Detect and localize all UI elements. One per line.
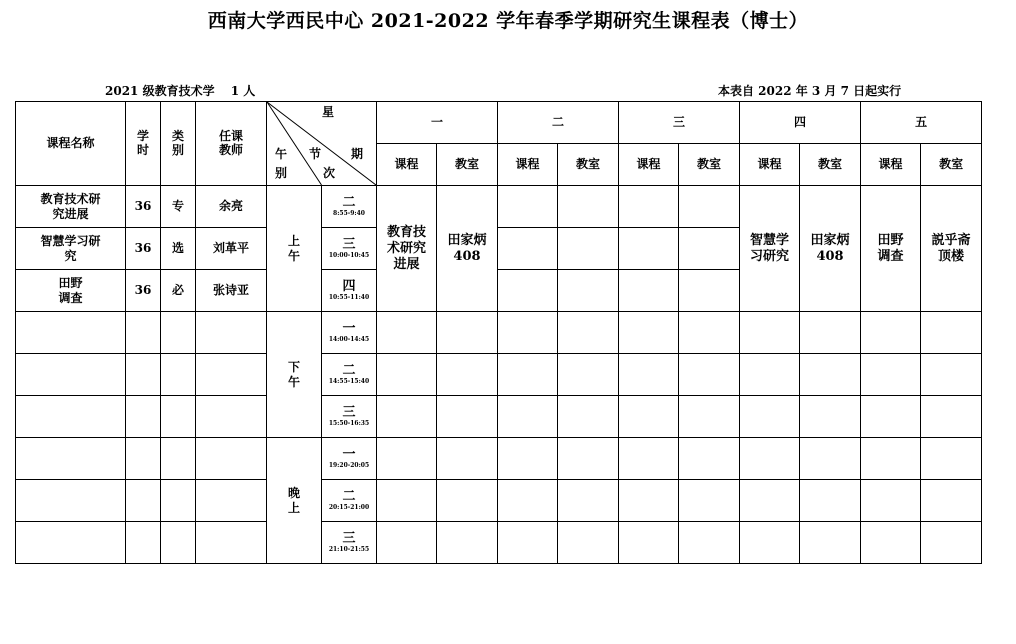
empty-cell: [437, 396, 498, 438]
empty-cell: [498, 312, 558, 354]
empty-cell: [377, 522, 437, 564]
fri-course-cell: 田野调查: [861, 186, 921, 312]
empty-cell: [161, 522, 196, 564]
empty-cell: [126, 522, 161, 564]
empty-cell: [126, 354, 161, 396]
empty-cell: [498, 438, 558, 480]
empty-cell: [498, 396, 558, 438]
page-title: 西南大学西民中心 2021-2022 学年春季学期研究生课程表（博士）: [207, 10, 809, 32]
course-hours-cell: 36: [126, 186, 161, 228]
empty-cell: [679, 312, 740, 354]
empty-cell: [437, 354, 498, 396]
diag-bie: 别: [275, 166, 288, 180]
empty-cell: [921, 396, 982, 438]
period-cell: 一 14:00-14:45: [322, 312, 377, 354]
empty-cell: [800, 312, 861, 354]
empty-cell: [161, 480, 196, 522]
empty-cell: [16, 438, 126, 480]
day-friday: 五: [861, 102, 982, 144]
class-info: 2021 级教育技术学 1 人: [105, 84, 256, 98]
empty-cell: [558, 522, 619, 564]
empty-cell: [740, 312, 800, 354]
empty-cell: [921, 480, 982, 522]
mon-course-cell: 教育技术研究进展: [377, 186, 437, 312]
empty-cell: [377, 312, 437, 354]
session-evening: 晚上: [267, 438, 322, 564]
empty-cell: [619, 270, 679, 312]
period-cell: 三 21:10-21:55: [322, 522, 377, 564]
fri-room-header: 教室: [921, 144, 982, 186]
wed-course-header: 课程: [619, 144, 679, 186]
empty-cell: [861, 480, 921, 522]
empty-cell: [558, 354, 619, 396]
empty-cell: [498, 186, 558, 228]
empty-cell: [16, 480, 126, 522]
empty-cell: [377, 480, 437, 522]
empty-cell: [437, 312, 498, 354]
empty-cell: [161, 438, 196, 480]
header-hours: 学时: [126, 102, 161, 186]
empty-cell: [861, 438, 921, 480]
empty-cell: [16, 396, 126, 438]
fri-room-cell: 説乎斋顶楼: [921, 186, 982, 312]
diagonal-header: [267, 102, 377, 186]
empty-cell: [679, 480, 740, 522]
thu-room-header: 教室: [800, 144, 861, 186]
empty-cell: [800, 522, 861, 564]
empty-cell: [498, 522, 558, 564]
empty-cell: [740, 354, 800, 396]
empty-cell: [498, 354, 558, 396]
empty-cell: [679, 438, 740, 480]
period-cell: 二 14:55-15:40: [322, 354, 377, 396]
empty-cell: [377, 354, 437, 396]
empty-cell: [861, 522, 921, 564]
empty-cell: [619, 438, 679, 480]
empty-cell: [558, 438, 619, 480]
empty-cell: [679, 354, 740, 396]
diag-jie: 节: [309, 147, 322, 161]
empty-cell: [377, 396, 437, 438]
session-afternoon: 下午: [267, 312, 322, 438]
diag-star: 星: [322, 105, 335, 119]
empty-cell: [619, 354, 679, 396]
empty-cell: [196, 396, 267, 438]
empty-cell: [740, 438, 800, 480]
empty-cell: [196, 312, 267, 354]
empty-cell: [921, 354, 982, 396]
empty-cell: [196, 480, 267, 522]
empty-cell: [740, 522, 800, 564]
empty-cell: [861, 396, 921, 438]
empty-cell: [196, 438, 267, 480]
day-thursday: 四: [740, 102, 861, 144]
empty-cell: [558, 312, 619, 354]
empty-cell: [377, 438, 437, 480]
empty-cell: [161, 312, 196, 354]
empty-cell: [498, 480, 558, 522]
empty-cell: [679, 270, 740, 312]
mon-room-header: 教室: [437, 144, 498, 186]
empty-cell: [619, 186, 679, 228]
empty-cell: [619, 228, 679, 270]
day-monday: 一: [377, 102, 498, 144]
course-hours-cell: 36: [126, 270, 161, 312]
period-cell: 二 8:55-9:40: [322, 186, 377, 228]
course-teacher-cell: 余亮: [196, 186, 267, 228]
empty-cell: [679, 396, 740, 438]
empty-cell: [800, 354, 861, 396]
empty-cell: [800, 396, 861, 438]
empty-cell: [619, 522, 679, 564]
course-type-cell: 专: [161, 186, 196, 228]
empty-cell: [437, 522, 498, 564]
course-name-cell: 教育技术研究进展: [16, 186, 126, 228]
empty-cell: [679, 522, 740, 564]
empty-cell: [196, 354, 267, 396]
empty-cell: [437, 438, 498, 480]
empty-cell: [196, 522, 267, 564]
course-type-cell: 选: [161, 228, 196, 270]
empty-cell: [921, 522, 982, 564]
empty-cell: [619, 396, 679, 438]
diag-qi: 期: [351, 147, 364, 161]
diag-ci: 次: [323, 166, 336, 180]
header-type: 类别: [161, 102, 196, 186]
empty-cell: [619, 312, 679, 354]
course-teacher-cell: 刘革平: [196, 228, 267, 270]
diag-wu: 午: [275, 147, 288, 161]
empty-cell: [921, 312, 982, 354]
empty-cell: [740, 396, 800, 438]
effective-date: 本表自 2022 年 3 月 7 日起实行: [718, 84, 902, 98]
fri-course-header: 课程: [861, 144, 921, 186]
tue-course-header: 课程: [498, 144, 558, 186]
empty-cell: [126, 396, 161, 438]
session-morning: 上午: [267, 186, 322, 312]
thu-course-cell: 智慧学习研究: [740, 186, 800, 312]
empty-cell: [558, 186, 619, 228]
empty-cell: [619, 480, 679, 522]
mon-course-header: 课程: [377, 144, 437, 186]
empty-cell: [16, 354, 126, 396]
period-cell: 二 20:15-21:00: [322, 480, 377, 522]
empty-cell: [679, 186, 740, 228]
empty-cell: [740, 480, 800, 522]
header-course-name: 课程名称: [16, 102, 126, 186]
empty-cell: [126, 480, 161, 522]
empty-cell: [679, 228, 740, 270]
mon-room-cell: 田家炳 408: [437, 186, 498, 312]
empty-cell: [126, 312, 161, 354]
thu-course-header: 课程: [740, 144, 800, 186]
empty-cell: [16, 312, 126, 354]
empty-cell: [437, 480, 498, 522]
thu-room-cell: 田家炳 408: [800, 186, 861, 312]
empty-cell: [558, 480, 619, 522]
empty-cell: [800, 480, 861, 522]
empty-cell: [800, 438, 861, 480]
course-hours-cell: 36: [126, 228, 161, 270]
empty-cell: [16, 522, 126, 564]
empty-cell: [161, 396, 196, 438]
course-type-cell: 必: [161, 270, 196, 312]
empty-cell: [861, 354, 921, 396]
empty-cell: [498, 228, 558, 270]
course-teacher-cell: 张诗亚: [196, 270, 267, 312]
empty-cell: [861, 312, 921, 354]
period-cell: 四 10:55-11:40: [322, 270, 377, 312]
empty-cell: [558, 270, 619, 312]
schedule-table: [15, 101, 982, 564]
course-name-cell: 智慧学习研究: [16, 228, 126, 270]
course-name-cell: 田野调查: [16, 270, 126, 312]
empty-cell: [921, 438, 982, 480]
day-wednesday: 三: [619, 102, 740, 144]
tue-room-header: 教室: [558, 144, 619, 186]
empty-cell: [161, 354, 196, 396]
header-teacher: 任课教师: [196, 102, 267, 186]
wed-room-header: 教室: [679, 144, 740, 186]
period-cell: 三 10:00-10:45: [322, 228, 377, 270]
period-cell: 一 19:20-20:05: [322, 438, 377, 480]
day-tuesday: 二: [498, 102, 619, 144]
empty-cell: [558, 228, 619, 270]
empty-cell: [498, 270, 558, 312]
empty-cell: [126, 438, 161, 480]
period-cell: 三 15:50-16:35: [322, 396, 377, 438]
empty-cell: [558, 396, 619, 438]
